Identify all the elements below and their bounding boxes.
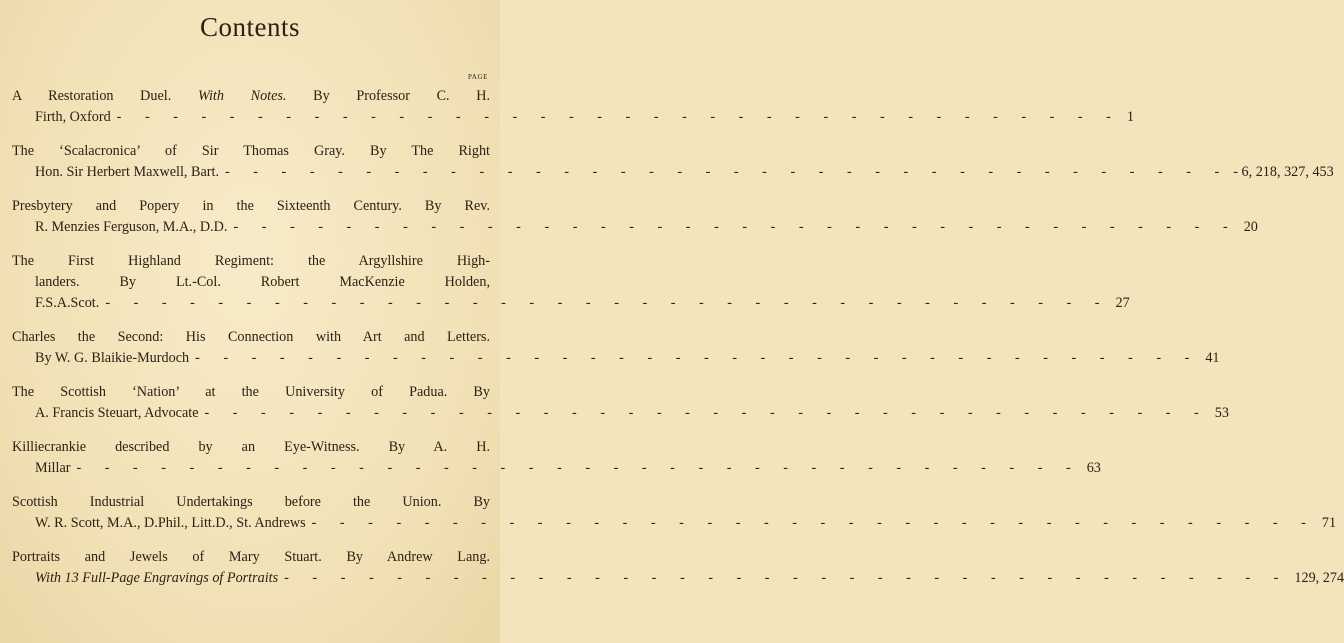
entry-title: A Restoration Duel. (12, 88, 172, 104)
contents-list (12, 86, 1344, 602)
entry-author-cont: F.S.A.Scot. (35, 295, 100, 311)
entry-title: The Scottish ‘Nation’ at the University of Padua. By (12, 384, 490, 400)
page-number: 129, 274 (1294, 570, 1344, 586)
entry-author-cont: R. Menzies Ferguson, M.A., D.D. (35, 219, 228, 235)
dot-leader: - - - - - - - - - - - - - - - - - - - - - - - - - - - - - - - - - - - - (284, 570, 1289, 586)
list-item (12, 251, 1130, 314)
dot-leader: - - - - - - - - - - - - - - - - - - - - - - - - - - - - - - - - - - - - (105, 295, 1110, 311)
list-item (12, 547, 1344, 589)
entry-author-cont: W. R. Scott, M.A., D.Phil., Litt.D., St. Andrews (35, 515, 306, 531)
dot-leader: - - - - - - - - - - - - - - - - - - - - - - - - - - - - - - - - - - - - (204, 405, 1209, 421)
list-item (12, 141, 1334, 183)
page-number: 27 (1115, 295, 1130, 311)
dot-leader: - - - - - - - - - - - - - - - - - - - - - - - - - - - - - - - - - - - - (76, 460, 1081, 476)
entry-note: With 13 Full-Page Engravings of Portraits (35, 570, 279, 586)
entry-author: By Professor C. H. (313, 88, 491, 104)
dot-leader: - - - - - - - - - - - - - - - - - - - - - - - - - - - - - - - - - - - - (116, 109, 1121, 125)
entry-title: Scottish Industrial Undertakings before the Union. By (12, 494, 490, 510)
page-number: 71 (1321, 515, 1337, 531)
page-number: 53 (1214, 405, 1229, 421)
dot-leader: - - - - - - - - - - - - - - - - - - - - - - - - - - - - - - - - - - - - (311, 515, 1316, 531)
dot-leader: - - - - - - - - - - - - - - - - - - - - - - - - - - - - - - - - - - - - (225, 164, 1230, 180)
page-number: - 6, 218, 327, 453 (1233, 164, 1334, 180)
entry-author-cont: By W. G. Blaikie-Murdoch (35, 350, 190, 366)
entry-subtitle: With Notes. (197, 88, 287, 104)
entry-author-cont: A. Francis Steuart, Advocate (35, 405, 199, 421)
entry-author-cont: Firth, Oxford (35, 109, 111, 125)
entry-title-cont: landers. By Lt.-Col. Robert MacKenzie Holden, (35, 274, 490, 290)
list-item (12, 492, 1337, 534)
entry-title: The First Highland Regiment: the Argyllshire High- (12, 253, 490, 269)
page-number: 1 (1126, 109, 1134, 125)
list-item (12, 196, 1258, 238)
entry-author-cont: Hon. Sir Herbert Maxwell, Bart. (35, 164, 220, 180)
dot-leader: - - - - - - - - - - - - - - - - - - - - - - - - - - - - - - - - - - - - (233, 219, 1238, 235)
entry-title: The ‘Scalacronica’ of Sir Thomas Gray. By The Right (12, 143, 490, 159)
list-item (12, 327, 1220, 369)
page-title: Contents (199, 12, 300, 42)
list-item (12, 437, 1101, 479)
entry-author-cont: Millar (35, 460, 71, 476)
entry-title: Charles the Second: His Connection with Art and Letters. (12, 329, 490, 345)
page-number: 63 (1086, 460, 1101, 476)
list-item (12, 382, 1229, 424)
page-column-label: PAGE (467, 73, 488, 81)
list-item (12, 86, 1134, 128)
page-number: 20 (1243, 219, 1258, 235)
page-number: 41 (1205, 350, 1220, 366)
entry-title: Portraits and Jewels of Mary Stuart. By Andrew Lang. (12, 549, 490, 565)
dot-leader: - - - - - - - - - - - - - - - - - - - - - - - - - - - - - - - - - - - - (195, 350, 1200, 366)
entry-title: Killiecrankie described by an Eye-Witness. By A. H. (12, 439, 490, 455)
entry-title: Presbytery and Popery in the Sixteenth Century. By Rev. (12, 198, 490, 214)
